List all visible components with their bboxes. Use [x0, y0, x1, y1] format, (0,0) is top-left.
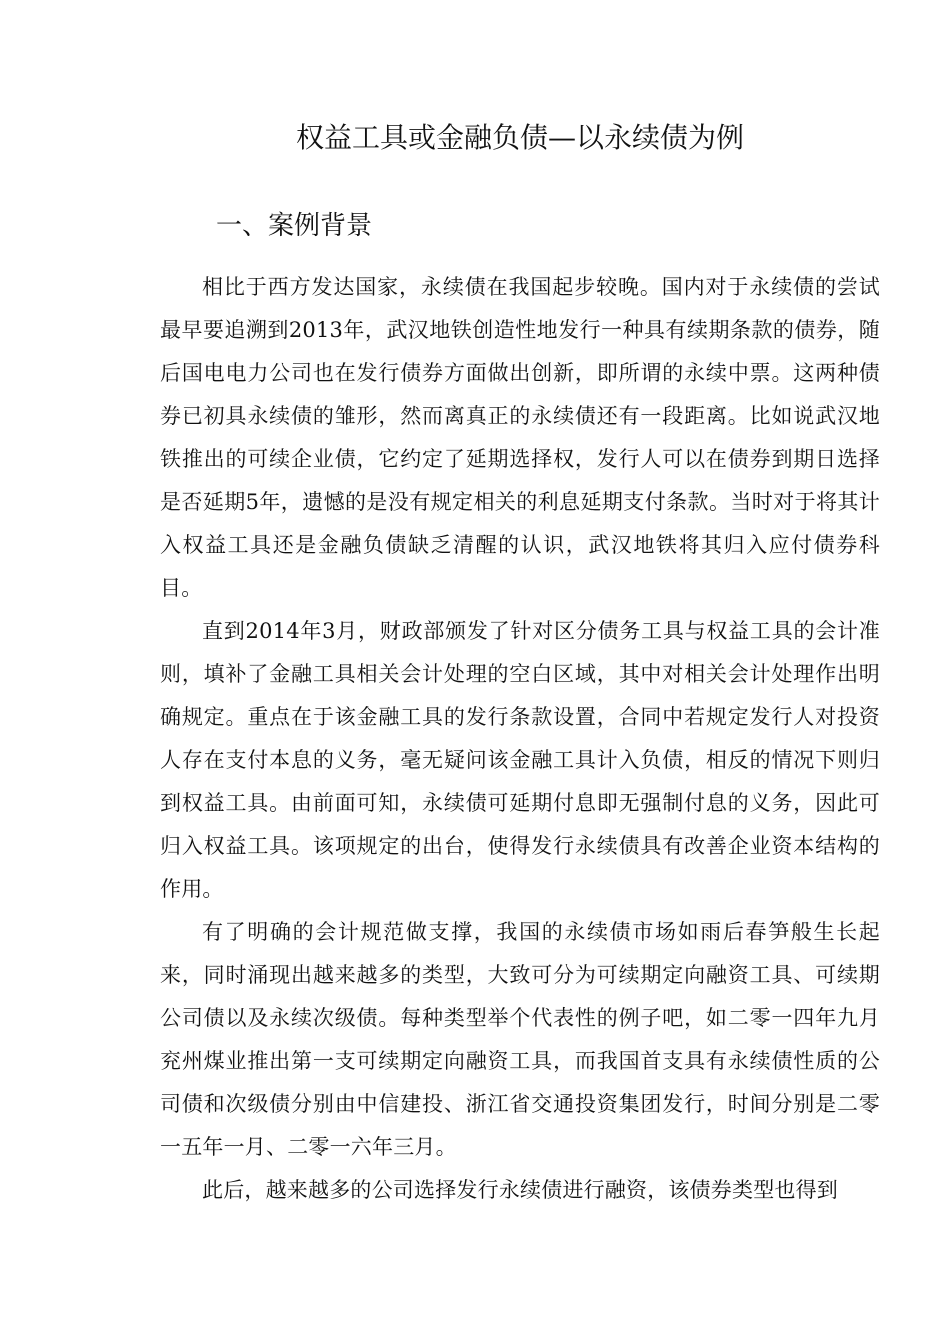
paragraph: 直到2014年3月，财政部颁发了针对区分债务工具与权益工具的会计准则，填补了金融工具相关会计处理的空白区域，其中对相关会计处理作出明确规定。重点在于该金融工具的发行条款设置，合同中若规定发行人对投资人存在支付本息的义务，毫无疑问该金融工具计入负债，相反的情况下则归到权益工具。由前面可知，永续债可延期付息即无强制付息的义务，因此可归入权益工具。该项规定的出台，使得发行永续债具有改善企业资本结构的作用。: [160, 619, 880, 901]
paragraph: 有了明确的会计规范做支撑，我国的永续债市场如雨后春笋般生长起来，同时涌现出越来越多的类型，大致可分为可续期定向融资工具、可续期公司债以及永续次级债。每种类型举个代表性的例子吧，如二零一四年九月兖州煤业推出第一支可续期定向融资工具，而我国首支具有永续债性质的公司债和次级债分别由中信建投、浙江省交通投资集团发行，时间分别是二零一五年一月、二零一六年三月。: [160, 920, 880, 1159]
section-heading: 一、案例背景: [216, 211, 373, 241]
paragraph: 此后，越来越多的公司选择发行永续债进行融资，该债券类型也得到: [202, 1178, 838, 1202]
document-title: 权益工具或金融负债—以永续债为例: [295, 121, 744, 154]
paragraph: 相比于西方发达国家，永续债在我国起步较晚。国内对于永续债的尝试最早要追溯到2013年，武汉地铁创造性地发行一种具有续期条款的债券，随后国电电力公司也在发行债券方面做出创新，即所谓的永续中票。这两种债券已初具永续债的雏形，然而离真正的永续债还有一段距离。比如说武汉地铁推出的可续企业债，它约定了延期选择权，发行人可以在债券到期日选择是否延期5年，遗憾的是没有规定相关的利息延期支付条款。当时对于将其计入权益工具还是金融负债缺乏清醒的认识，武汉地铁将其归入应付债券科目。: [160, 275, 880, 600]
body-text: [160, 266, 880, 1212]
